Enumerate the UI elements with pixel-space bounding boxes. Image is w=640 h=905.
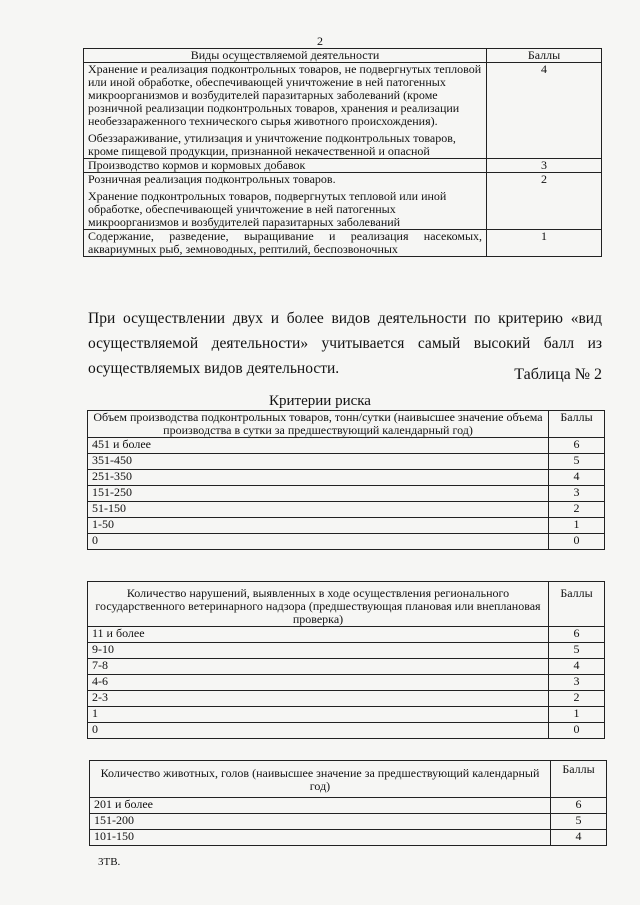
table-row xyxy=(90,830,607,846)
activity-text: Производство кормов и кормовых добавок xyxy=(88,158,306,172)
score-cell: 5 xyxy=(549,643,605,659)
score-cell: 0 xyxy=(549,723,605,739)
score-cell: 1 xyxy=(549,518,605,534)
criteria-title: Критерии риска xyxy=(269,393,371,409)
activity-cell xyxy=(84,173,487,230)
activity-cell xyxy=(84,63,487,159)
range-cell: 151-200 xyxy=(90,814,551,830)
range-cell: 351-450 xyxy=(88,454,549,470)
table-header-row xyxy=(90,761,607,798)
score-cell: 4 xyxy=(487,63,602,159)
table-row xyxy=(88,707,605,723)
range-cell: 251-350 xyxy=(88,470,549,486)
activity-text: Содержание, разведение, выращивание и реализация насекомых, аквариумных рыб, земноводных, рептилий, беспозвоночных xyxy=(88,229,482,256)
table-row xyxy=(90,814,607,830)
violations-table xyxy=(87,581,605,739)
score-cell: 3 xyxy=(487,159,602,173)
score-cell: 1 xyxy=(549,707,605,723)
range-cell: 9-10 xyxy=(88,643,549,659)
header-score: Баллы xyxy=(549,582,605,627)
score-cell: 4 xyxy=(549,470,605,486)
header-activity: Виды осуществляемой деятельности xyxy=(84,49,487,63)
score-cell: 5 xyxy=(551,814,607,830)
header-criterion: Объем производства подконтрольных товаров, тонн/сутки (наивысшее значение объема производства в сутки за предшествующий календарный год) xyxy=(88,411,549,438)
body-paragraph: При осуществлении двух и более видов деятельности по критерию «вид осуществляемой деятельности» учитывается самый высокий балл из осуществляемых видов деятельности. xyxy=(88,310,602,377)
table-row xyxy=(88,454,605,470)
table-row xyxy=(90,798,607,814)
table-row xyxy=(84,173,602,230)
range-cell: 101-150 xyxy=(90,830,551,846)
score-cell: 3 xyxy=(549,486,605,502)
header-score: Баллы xyxy=(551,761,607,798)
range-cell: 0 xyxy=(88,723,549,739)
score-cell: 6 xyxy=(549,627,605,643)
table-row xyxy=(88,502,605,518)
table-header-row xyxy=(88,411,605,438)
score-cell: 1 xyxy=(487,230,602,257)
range-cell: 2-3 xyxy=(88,691,549,707)
table-row xyxy=(88,518,605,534)
table-header-row xyxy=(84,49,602,63)
footer-code: 3ТВ. xyxy=(98,856,121,868)
score-cell: 0 xyxy=(549,534,605,550)
range-cell: 4-6 xyxy=(88,675,549,691)
score-cell: 2 xyxy=(549,691,605,707)
table-row xyxy=(88,723,605,739)
header-criterion: Количество животных, голов (наивысшее значение за предшествующий календарный год) xyxy=(90,761,551,798)
range-cell: 451 и более xyxy=(88,438,549,454)
header-criterion: Количество нарушений, выявленных в ходе осуществления регионального государственного ветеринарного надзора (предшествующая плановая или внеплановая проверка) xyxy=(88,582,549,627)
range-cell: 151-250 xyxy=(88,486,549,502)
activity-types-table xyxy=(83,48,602,257)
activity-text: Хранение и реализация подконтрольных товаров, не подвергнутых тепловой или иной обработке, обеспечивающей уничтожение в ней патогенных микроорганизмов и возбудителей паразитарных заболеваний (кроме розничной реализации подконтрольных товаров, хранения и реализации необеззараженного технического сырья животного происхождения). xyxy=(88,62,482,128)
score-cell: 4 xyxy=(551,830,607,846)
table-number: Таблица № 2 xyxy=(514,366,602,383)
table-row xyxy=(88,643,605,659)
score-cell: 6 xyxy=(549,438,605,454)
range-cell: 0 xyxy=(88,534,549,550)
table-row xyxy=(88,470,605,486)
activity-text: Хранение подконтрольных товаров, подвергнутых тепловой или иной обработке, обеспечивающей уничтожение в ней патогенных микроорганизмов и возбудителей паразитарных заболеваний xyxy=(88,189,447,229)
table-row xyxy=(84,159,602,173)
activity-cell xyxy=(84,159,487,173)
table-row xyxy=(88,438,605,454)
range-cell: 7-8 xyxy=(88,659,549,675)
header-score: Баллы xyxy=(487,49,602,63)
score-cell: 6 xyxy=(551,798,607,814)
animals-count-table xyxy=(89,760,607,846)
range-cell: 1-50 xyxy=(88,518,549,534)
score-cell: 2 xyxy=(549,502,605,518)
table-row xyxy=(84,230,602,257)
table-row xyxy=(84,63,602,159)
table-row xyxy=(88,659,605,675)
activity-cell xyxy=(84,230,487,257)
header-score: Баллы xyxy=(549,411,605,438)
production-volume-table xyxy=(87,410,605,550)
activity-text: Обеззараживание, утилизация и уничтожение подконтрольных товаров, кроме пищевой продукции, признанной некачественной и опасной xyxy=(88,131,456,158)
score-cell: 4 xyxy=(549,659,605,675)
activity-text: Розничная реализация подконтрольных товаров. xyxy=(88,172,336,186)
table-row xyxy=(88,534,605,550)
table-header-row xyxy=(88,582,605,627)
score-cell: 2 xyxy=(487,173,602,230)
table-row xyxy=(88,691,605,707)
score-cell: 3 xyxy=(549,675,605,691)
score-cell: 5 xyxy=(549,454,605,470)
range-cell: 1 xyxy=(88,707,549,723)
table-row xyxy=(88,486,605,502)
range-cell: 51-150 xyxy=(88,502,549,518)
table-row xyxy=(88,627,605,643)
page-number: 2 xyxy=(317,34,323,48)
range-cell: 201 и более xyxy=(90,798,551,814)
range-cell: 11 и более xyxy=(88,627,549,643)
table-row xyxy=(88,675,605,691)
